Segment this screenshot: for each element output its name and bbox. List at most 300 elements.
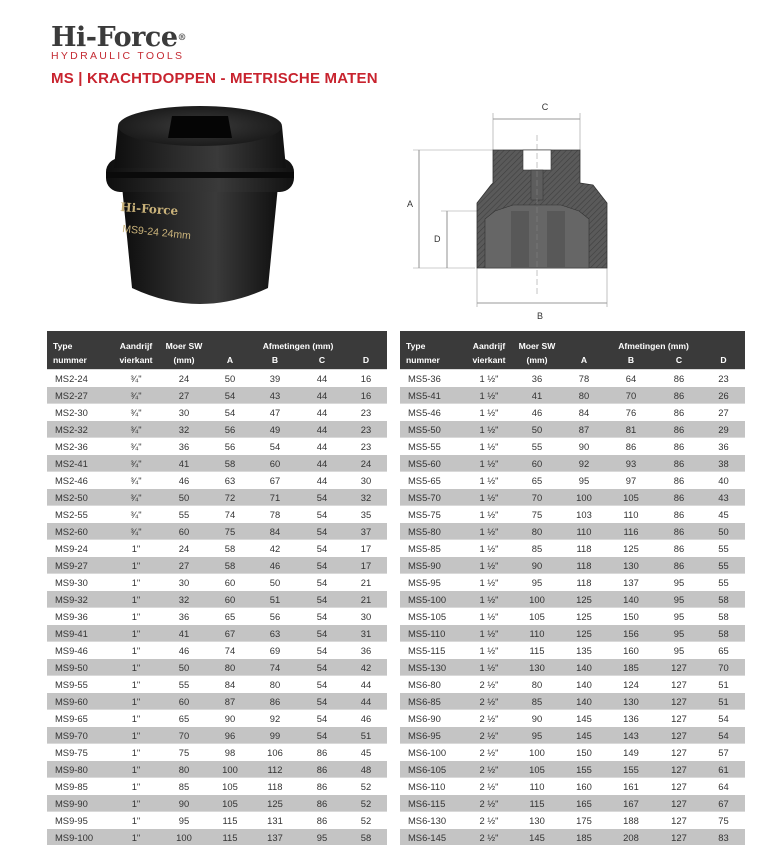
cell-nut: 95 [512, 727, 562, 744]
cell-c: 86 [656, 540, 702, 557]
table-row [47, 693, 387, 710]
cell-nut: 30 [159, 574, 209, 591]
cell-drive: 1 ½" [466, 387, 512, 404]
table-row [400, 642, 745, 659]
cell-type: MS9-32 [47, 591, 113, 608]
cell-d: 36 [345, 642, 387, 659]
cell-b: 60 [251, 455, 299, 472]
cell-drive: 1 ½" [466, 540, 512, 557]
cell-type: MS6-115 [400, 795, 466, 812]
header-d: D [720, 355, 727, 365]
cell-a: 90 [562, 438, 606, 455]
cell-drive: ¾" [113, 472, 159, 489]
cell-b: 49 [251, 421, 299, 438]
cell-b: 71 [251, 489, 299, 506]
cell-drive: ¾" [113, 455, 159, 472]
cell-a: 103 [562, 506, 606, 523]
table-row [47, 540, 387, 557]
cell-a: 56 [209, 421, 251, 438]
cell-type: MS9-75 [47, 744, 113, 761]
cell-d: 48 [345, 761, 387, 778]
cell-nut: 41 [159, 625, 209, 642]
header-b: B [271, 355, 279, 365]
header-a: A [580, 355, 588, 365]
cell-drive: 1 ½" [466, 642, 512, 659]
cell-c: 44 [299, 421, 345, 438]
cell-c: 127 [656, 829, 702, 846]
table-row [47, 591, 387, 608]
cell-a: 74 [209, 506, 251, 523]
cell-d: 58 [702, 591, 745, 608]
table-header-row [400, 351, 745, 370]
cell-d: 16 [345, 370, 387, 387]
cell-a: 125 [562, 591, 606, 608]
cell-c: 54 [299, 574, 345, 591]
table-row [400, 778, 745, 795]
dimension-label-d: D [434, 234, 441, 244]
cell-type: MS2-30 [47, 404, 113, 421]
table-row [47, 489, 387, 506]
cell-b: 56 [251, 608, 299, 625]
cell-d: 29 [702, 421, 745, 438]
cell-d: 16 [345, 387, 387, 404]
cell-d: 23 [702, 370, 745, 387]
cell-a: 65 [209, 608, 251, 625]
cell-d: 51 [345, 727, 387, 744]
table-row [47, 438, 387, 455]
table-row [47, 744, 387, 761]
cell-drive: 1" [113, 744, 159, 761]
cell-type: MS6-90 [400, 710, 466, 727]
cell-drive: ¾" [113, 523, 159, 540]
cell-b: 125 [251, 795, 299, 812]
cell-nut: 110 [512, 625, 562, 642]
cell-d: 52 [345, 778, 387, 795]
cell-b: 74 [251, 659, 299, 676]
table-row [47, 404, 387, 421]
cell-drive: 1" [113, 625, 159, 642]
table-row [47, 557, 387, 574]
cell-type: MS2-24 [47, 370, 113, 387]
cell-a: 125 [562, 608, 606, 625]
cell-type: MS2-46 [47, 472, 113, 489]
cell-c: 127 [656, 778, 702, 795]
cell-a: 160 [562, 778, 606, 795]
cell-a: 118 [562, 557, 606, 574]
cell-drive: 1 ½" [466, 608, 512, 625]
cell-drive: 2 ½" [466, 693, 512, 710]
cell-d: 58 [345, 829, 387, 846]
table-row [400, 625, 745, 642]
cell-b: 130 [606, 557, 656, 574]
cell-nut: 105 [512, 608, 562, 625]
cell-b: 54 [251, 438, 299, 455]
cell-c: 127 [656, 676, 702, 693]
cell-b: 137 [251, 829, 299, 846]
cell-nut: 80 [512, 523, 562, 540]
table-row [400, 455, 745, 472]
cell-d: 61 [702, 761, 745, 778]
header-c: C [675, 355, 683, 365]
cell-c: 127 [656, 710, 702, 727]
cell-b: 70 [606, 387, 656, 404]
cell-c: 54 [299, 727, 345, 744]
cell-d: 50 [702, 523, 745, 540]
cell-c: 95 [656, 574, 702, 591]
cell-type: MS9-60 [47, 693, 113, 710]
cell-d: 58 [702, 625, 745, 642]
cell-nut: 32 [159, 421, 209, 438]
cell-type: MS5-46 [400, 404, 466, 421]
table-row [47, 387, 387, 404]
cell-b: 116 [606, 523, 656, 540]
cell-type: MS9-70 [47, 727, 113, 744]
cell-c: 127 [656, 744, 702, 761]
cell-nut: 100 [512, 591, 562, 608]
cell-d: 75 [702, 812, 745, 829]
cell-drive: 2 ½" [466, 744, 512, 761]
cell-d: 36 [702, 438, 745, 455]
cell-a: 110 [562, 523, 606, 540]
cell-type: MS5-110 [400, 625, 466, 642]
cell-c: 95 [656, 608, 702, 625]
cell-c: 86 [656, 370, 702, 387]
table-row [400, 795, 745, 812]
cell-d: 67 [702, 795, 745, 812]
cell-drive: 2 ½" [466, 676, 512, 693]
cell-drive: 1" [113, 727, 159, 744]
cell-a: 140 [562, 659, 606, 676]
cell-d: 23 [345, 421, 387, 438]
cell-drive: 1 ½" [466, 438, 512, 455]
cell-nut: 50 [159, 659, 209, 676]
cell-type: MS6-95 [400, 727, 466, 744]
cell-a: 165 [562, 795, 606, 812]
table-row [47, 795, 387, 812]
cell-c: 86 [656, 523, 702, 540]
cell-drive: 1" [113, 761, 159, 778]
cell-type: MS6-145 [400, 829, 466, 846]
cell-type: MS2-41 [47, 455, 113, 472]
cell-a: 125 [562, 625, 606, 642]
cell-nut: 85 [512, 540, 562, 557]
cell-b: 167 [606, 795, 656, 812]
cell-drive: 1 ½" [466, 370, 512, 387]
cell-nut: 85 [512, 693, 562, 710]
cell-drive: 1" [113, 608, 159, 625]
cell-a: 60 [209, 591, 251, 608]
cell-type: MS9-65 [47, 710, 113, 727]
table-row [400, 744, 745, 761]
technical-drawing [395, 95, 635, 325]
cell-drive: ¾" [113, 438, 159, 455]
cell-drive: 1" [113, 693, 159, 710]
cell-nut: 100 [159, 829, 209, 846]
cell-drive: ¾" [113, 370, 159, 387]
cell-b: 149 [606, 744, 656, 761]
cell-c: 54 [299, 693, 345, 710]
table-row [400, 489, 745, 506]
cell-a: 118 [562, 540, 606, 557]
cell-c: 54 [299, 642, 345, 659]
cell-c: 86 [656, 421, 702, 438]
cell-nut: 24 [159, 540, 209, 557]
header-d: D [362, 355, 370, 365]
header-drive: Aandrijf [119, 341, 153, 351]
cell-c: 127 [656, 659, 702, 676]
cell-c: 54 [299, 540, 345, 557]
cell-b: 42 [251, 540, 299, 557]
table-row [400, 608, 745, 625]
table-row [400, 812, 745, 829]
cell-d: 37 [345, 523, 387, 540]
cell-a: 95 [562, 472, 606, 489]
cell-c: 127 [656, 761, 702, 778]
cell-nut: 105 [512, 761, 562, 778]
cell-drive: ¾" [113, 404, 159, 421]
table-row [400, 829, 745, 846]
cell-type: MS9-24 [47, 540, 113, 557]
table-row [400, 574, 745, 591]
cell-a: 84 [209, 676, 251, 693]
cell-type: MS9-80 [47, 761, 113, 778]
cell-a: 115 [209, 829, 251, 846]
cell-type: MS5-95 [400, 574, 466, 591]
cell-drive: 1" [113, 540, 159, 557]
cell-nut: 75 [512, 506, 562, 523]
table-row [47, 761, 387, 778]
cell-nut: 32 [159, 591, 209, 608]
cell-c: 44 [299, 455, 345, 472]
cell-b: 81 [606, 421, 656, 438]
header-type: Type [406, 341, 426, 351]
cell-c: 86 [299, 812, 345, 829]
cell-b: 124 [606, 676, 656, 693]
cell-b: 185 [606, 659, 656, 676]
cell-drive: 1" [113, 812, 159, 829]
cell-drive: 1 ½" [466, 557, 512, 574]
header-dimensions: Afmetingen (mm) [618, 341, 689, 351]
header-nut-2: (mm) [526, 355, 548, 365]
cell-b: 130 [606, 693, 656, 710]
cell-c: 44 [299, 370, 345, 387]
table-header-row [47, 351, 387, 370]
cell-type: MS2-32 [47, 421, 113, 438]
table-row [47, 506, 387, 523]
cell-b: 64 [606, 370, 656, 387]
table-row [400, 506, 745, 523]
brand-name: Hi-Force [51, 22, 178, 53]
cell-c: 54 [299, 659, 345, 676]
cell-nut: 27 [159, 387, 209, 404]
cell-d: 55 [702, 540, 745, 557]
cell-d: 23 [345, 404, 387, 421]
table-row [400, 557, 745, 574]
cell-c: 127 [656, 693, 702, 710]
cell-b: 43 [251, 387, 299, 404]
table-row [47, 370, 387, 387]
cell-drive: 1" [113, 591, 159, 608]
cell-c: 86 [656, 404, 702, 421]
cell-type: MS5-50 [400, 421, 466, 438]
cell-a: 105 [209, 778, 251, 795]
cell-d: 45 [345, 744, 387, 761]
cell-nut: 55 [512, 438, 562, 455]
cell-type: MS5-70 [400, 489, 466, 506]
cell-a: 100 [562, 489, 606, 506]
cell-nut: 115 [512, 642, 562, 659]
table-header-row [400, 331, 745, 351]
spec-table-left [47, 331, 387, 845]
cell-nut: 60 [159, 693, 209, 710]
dimension-label-a: A [407, 199, 414, 209]
cell-type: MS5-80 [400, 523, 466, 540]
table-row [400, 727, 745, 744]
cell-nut: 46 [159, 642, 209, 659]
table-row [47, 625, 387, 642]
cell-drive: 2 ½" [466, 710, 512, 727]
cell-nut: 60 [159, 523, 209, 540]
header-drive: Aandrijf [472, 341, 506, 351]
cell-type: MS9-41 [47, 625, 113, 642]
cell-type: MS9-55 [47, 676, 113, 693]
cell-a: 145 [562, 727, 606, 744]
product-photo [100, 98, 300, 318]
cell-drive: 2 ½" [466, 778, 512, 795]
cell-type: MS5-41 [400, 387, 466, 404]
cell-b: 86 [251, 693, 299, 710]
header-type-2: nummer [406, 355, 440, 365]
cell-c: 44 [299, 472, 345, 489]
cell-drive: ¾" [113, 387, 159, 404]
cell-d: 57 [702, 744, 745, 761]
cell-drive: 1 ½" [466, 591, 512, 608]
cell-nut: 50 [159, 489, 209, 506]
cell-c: 54 [299, 710, 345, 727]
cell-drive: 1 ½" [466, 574, 512, 591]
cell-type: MS9-30 [47, 574, 113, 591]
cell-b: 69 [251, 642, 299, 659]
photo-engraving-brand: Hi-Force [119, 200, 179, 219]
cell-drive: 2 ½" [466, 761, 512, 778]
cell-b: 84 [251, 523, 299, 540]
cell-drive: 1 ½" [466, 625, 512, 642]
cell-c: 86 [656, 557, 702, 574]
cell-a: 175 [562, 812, 606, 829]
cell-d: 55 [702, 574, 745, 591]
cell-a: 58 [209, 557, 251, 574]
cell-c: 86 [656, 506, 702, 523]
cell-c: 95 [299, 829, 345, 846]
table-row [47, 812, 387, 829]
cell-nut: 90 [512, 710, 562, 727]
cell-nut: 30 [159, 404, 209, 421]
cell-a: 140 [562, 693, 606, 710]
cell-b: 39 [251, 370, 299, 387]
header-type: Type [53, 341, 73, 351]
cell-b: 47 [251, 404, 299, 421]
cell-b: 110 [606, 506, 656, 523]
cell-c: 54 [299, 591, 345, 608]
cell-nut: 90 [159, 795, 209, 812]
cell-b: 112 [251, 761, 299, 778]
cell-b: 51 [251, 591, 299, 608]
cell-drive: 1 ½" [466, 472, 512, 489]
cell-d: 51 [702, 693, 745, 710]
cell-c: 95 [656, 642, 702, 659]
cell-b: 86 [606, 438, 656, 455]
cell-a: 78 [562, 370, 606, 387]
cell-a: 92 [562, 455, 606, 472]
cell-d: 70 [702, 659, 745, 676]
cell-d: 54 [702, 710, 745, 727]
cell-a: 140 [562, 676, 606, 693]
cell-c: 44 [299, 438, 345, 455]
cell-drive: 1 ½" [466, 506, 512, 523]
cell-type: MS9-90 [47, 795, 113, 812]
cell-a: 67 [209, 625, 251, 642]
cell-a: 135 [562, 642, 606, 659]
cell-a: 87 [562, 421, 606, 438]
header-nut: Moer SW [165, 341, 203, 351]
cell-type: MS9-95 [47, 812, 113, 829]
cell-nut: 110 [512, 778, 562, 795]
cell-type: MS5-85 [400, 540, 466, 557]
table-row [47, 676, 387, 693]
cell-d: 23 [345, 438, 387, 455]
cell-a: 75 [209, 523, 251, 540]
cell-c: 44 [299, 387, 345, 404]
cell-a: 84 [562, 404, 606, 421]
cell-drive: 1" [113, 795, 159, 812]
cell-b: 67 [251, 472, 299, 489]
cell-d: 45 [702, 506, 745, 523]
table-row [47, 608, 387, 625]
header-b: B [627, 355, 635, 365]
cell-a: 80 [562, 387, 606, 404]
cell-nut: 50 [512, 421, 562, 438]
cell-nut: 70 [159, 727, 209, 744]
cell-c: 86 [656, 489, 702, 506]
table-row [47, 523, 387, 540]
cell-nut: 115 [512, 795, 562, 812]
header-type-2: nummer [53, 355, 87, 365]
header-c: C [318, 355, 326, 365]
cell-nut: 65 [159, 710, 209, 727]
cell-c: 86 [656, 455, 702, 472]
cell-d: 44 [345, 693, 387, 710]
cell-a: 145 [562, 710, 606, 727]
cell-d: 46 [345, 710, 387, 727]
cell-drive: 1" [113, 778, 159, 795]
table-row [47, 778, 387, 795]
cell-drive: 1 ½" [466, 455, 512, 472]
cell-type: MS9-100 [47, 829, 113, 846]
cell-b: 106 [251, 744, 299, 761]
cell-a: 58 [209, 455, 251, 472]
cell-nut: 130 [512, 812, 562, 829]
cell-type: MS5-90 [400, 557, 466, 574]
page-title: MS | KRACHTDOPPEN - METRISCHE MATEN [51, 70, 378, 87]
cell-b: 63 [251, 625, 299, 642]
cell-b: 105 [606, 489, 656, 506]
cell-type: MS5-115 [400, 642, 466, 659]
cell-a: 155 [562, 761, 606, 778]
cell-b: 118 [251, 778, 299, 795]
cell-nut: 60 [512, 455, 562, 472]
cell-type: MS2-50 [47, 489, 113, 506]
header-dimensions: Afmetingen (mm) [262, 341, 334, 351]
